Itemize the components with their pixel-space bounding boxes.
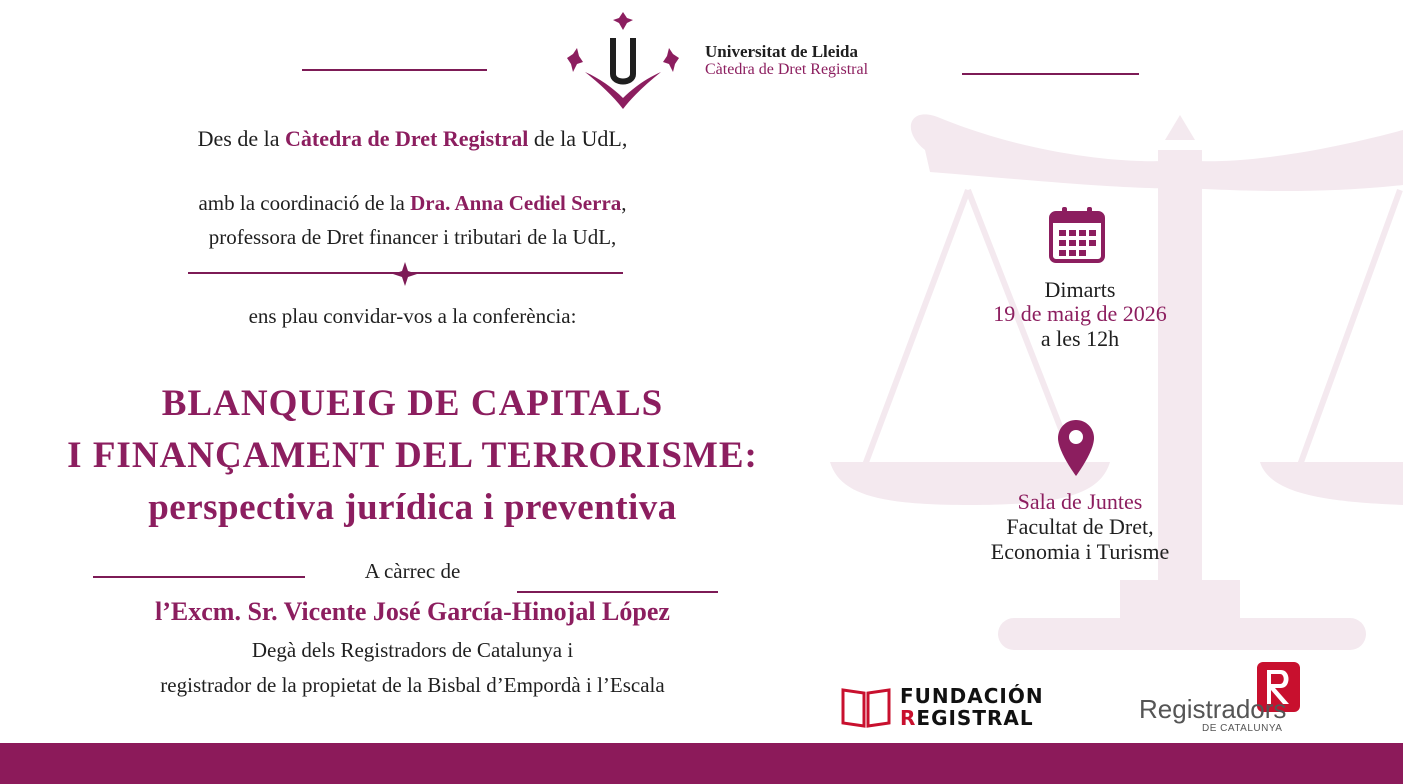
event-date: 19 de maig de 2026 xyxy=(993,301,1167,326)
udl-logo-icon xyxy=(565,12,681,110)
intro-line-1: Des de la Càtedra de Dret Registral de la UdL, xyxy=(197,126,628,151)
header-rule-right xyxy=(962,73,1139,75)
location-pin-icon xyxy=(1058,420,1094,476)
conference-title-line-2: I FINANÇAMENT DEL TERRORISME: xyxy=(67,435,758,476)
intro-line-4: ens plau convidar-vos a la conferència: xyxy=(248,304,577,328)
chair-name: Càtedra de Dret Registral xyxy=(705,61,869,78)
event-time: a les 12h xyxy=(1040,326,1120,351)
intro-line-3: professora de Dret financer i tributari de la UdL, xyxy=(208,225,617,249)
speaker-name: l’Excm. Sr. Vicente José García-Hinojal López xyxy=(155,597,670,626)
registradors-name: Registradors xyxy=(1139,694,1287,724)
speaker-intro: A càrrec de xyxy=(364,559,461,583)
fundacion-registral-line-2: REGISTRAL xyxy=(900,706,1034,730)
fundacion-registral-line-1: FUNDACIÓN xyxy=(900,684,1044,708)
footer-bar xyxy=(0,743,1403,784)
event-day: Dimarts xyxy=(1044,277,1116,302)
divider-star-icon xyxy=(393,262,417,286)
speaker-role-2: registrador de la propietat de la Bisbal d’Empordà i l’Escala xyxy=(160,673,665,697)
scales-of-justice-icon xyxy=(830,110,1403,655)
university-name: Universitat de Lleida xyxy=(705,42,858,61)
speaker-rule-right xyxy=(517,591,718,593)
intro-line-2: amb la coordinació de la Dra. Anna Cediel Serra, xyxy=(198,191,627,215)
conference-title-line-1: BLANQUEIG DE CAPITALS xyxy=(161,383,664,424)
event-faculty-line-1: Facultat de Dret, xyxy=(1006,514,1154,539)
header-rule-left xyxy=(302,69,487,71)
event-room: Sala de Juntes xyxy=(1017,489,1143,514)
speaker-role-1: Degà dels Registradors de Catalunya i xyxy=(251,638,574,662)
calendar-icon xyxy=(1048,206,1106,264)
event-faculty-line-2: Economia i Turisme xyxy=(990,539,1170,564)
book-icon xyxy=(840,687,892,729)
conference-subtitle: perspectiva jurídica i preventiva xyxy=(148,487,677,528)
registradors-subtitle: DE CATALUNYA xyxy=(1202,723,1283,734)
